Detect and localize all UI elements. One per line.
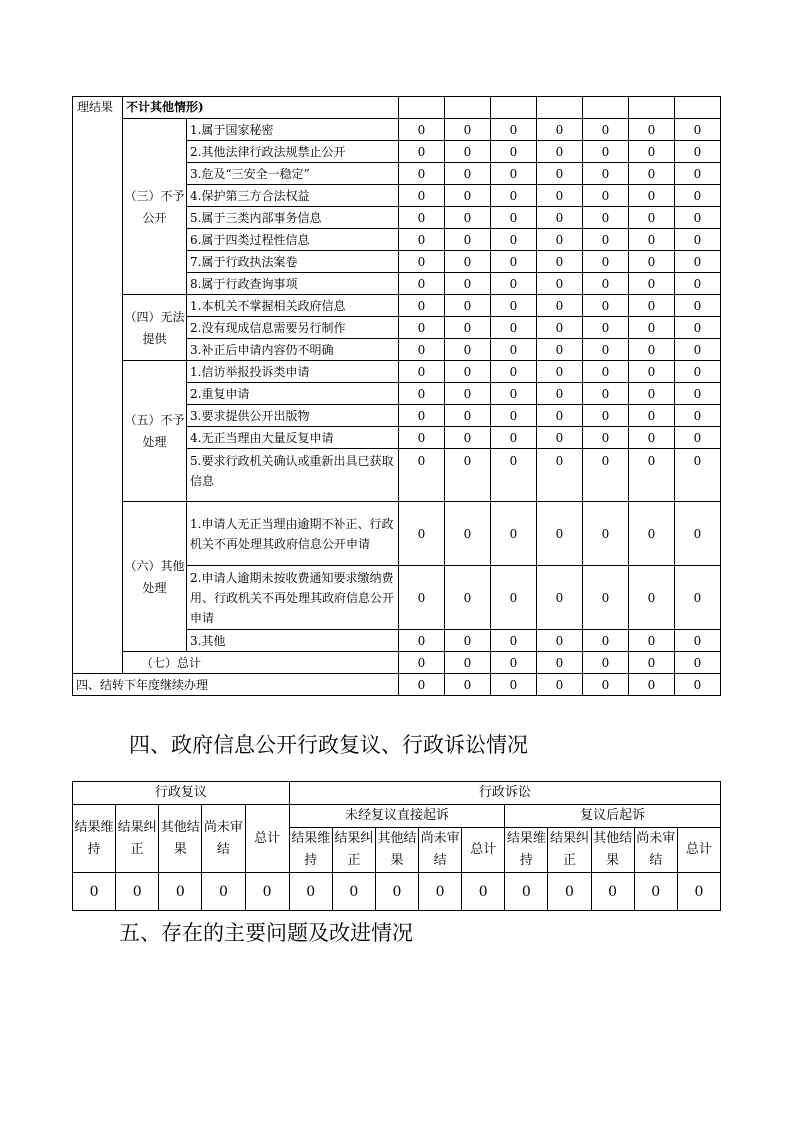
- table-cell: 0: [583, 383, 629, 405]
- column-header: 尚未审结: [634, 828, 677, 873]
- table-cell: 0: [445, 652, 491, 674]
- table-cell: 0: [491, 427, 537, 449]
- table-cell: [675, 97, 721, 119]
- table-cell: 0: [491, 361, 537, 383]
- table-cell: 0: [583, 163, 629, 185]
- table-cell: 0: [675, 207, 721, 229]
- table-cell: 0: [375, 873, 418, 911]
- row-label: 四、结转下年度继续办理: [73, 674, 399, 696]
- table-cell: 0: [399, 674, 445, 696]
- table-cell: 0: [629, 502, 675, 566]
- table-cell: 0: [73, 873, 116, 911]
- table-cell: 0: [445, 449, 491, 502]
- table-cell: 0: [399, 502, 445, 566]
- table-cell: 0: [675, 119, 721, 141]
- column-header: 总计: [245, 805, 289, 873]
- table-cell: 0: [445, 405, 491, 427]
- table-cell: 0: [583, 273, 629, 295]
- row-label: 3.要求提供公开出版物: [187, 405, 399, 427]
- table-cell: 0: [537, 630, 583, 652]
- table-cell: 0: [583, 141, 629, 163]
- table-cell: 0: [537, 119, 583, 141]
- table-cell: 0: [629, 317, 675, 339]
- category-label: （五）不予处理: [123, 361, 187, 502]
- table-cell: 0: [548, 873, 591, 911]
- table-cell: 0: [537, 317, 583, 339]
- row-label: 2.其他法律行政法规禁止公开: [187, 141, 399, 163]
- table-cell: 0: [491, 229, 537, 251]
- table-cell: 0: [491, 185, 537, 207]
- table-cell: 0: [445, 674, 491, 696]
- table-cell: 0: [445, 383, 491, 405]
- table-cell: [537, 97, 583, 119]
- table-cell: 0: [445, 361, 491, 383]
- table-cell: 0: [675, 405, 721, 427]
- table-cell: 0: [399, 566, 445, 630]
- after-review-header: 复议后起诉: [505, 805, 721, 828]
- table-cell: 0: [675, 630, 721, 652]
- table-cell: 0: [629, 141, 675, 163]
- row-label: 1.本机关不掌握相关政府信息: [187, 295, 399, 317]
- table-cell: 0: [583, 405, 629, 427]
- table-cell: 0: [491, 674, 537, 696]
- table-cell: 0: [399, 251, 445, 273]
- table-cell: 0: [445, 229, 491, 251]
- column-header: 其他结果: [591, 828, 634, 873]
- row-label: 不计其他情形): [123, 97, 399, 119]
- table-cell: 0: [399, 317, 445, 339]
- table-cell: 0: [537, 405, 583, 427]
- table-cell: 0: [675, 141, 721, 163]
- table-cell: 0: [399, 163, 445, 185]
- column-header: 其他结果: [159, 805, 202, 873]
- table-row: [73, 361, 721, 383]
- table-cell: 0: [491, 566, 537, 630]
- table-cell: 0: [399, 630, 445, 652]
- table-cell: 0: [583, 119, 629, 141]
- row-label: 1.申请人无正当理由逾期不补正、行政机关不再处理其政府信息公开申请: [187, 502, 399, 566]
- table-cell: 0: [583, 207, 629, 229]
- table-cell: 0: [629, 383, 675, 405]
- table-cell: 0: [491, 383, 537, 405]
- row-label: 2.重复申请: [187, 383, 399, 405]
- table-cell: 0: [491, 119, 537, 141]
- table-cell: 0: [675, 383, 721, 405]
- row-label: 8.属于行政查询事项: [187, 273, 399, 295]
- table-cell: 0: [399, 449, 445, 502]
- table-cell: 0: [583, 185, 629, 207]
- table-cell: 0: [491, 163, 537, 185]
- table-cell: 0: [583, 427, 629, 449]
- table-cell: 0: [202, 873, 245, 911]
- table-cell: 0: [537, 674, 583, 696]
- table-cell: 0: [491, 251, 537, 273]
- table-cell: 0: [445, 339, 491, 361]
- category-label: （三）不予公开: [123, 119, 187, 295]
- table-cell: 0: [445, 141, 491, 163]
- table-cell: 0: [537, 427, 583, 449]
- table-cell: 0: [583, 317, 629, 339]
- column-header: 尚未审结: [419, 828, 462, 873]
- table-cell: 0: [491, 317, 537, 339]
- table-cell: 0: [583, 502, 629, 566]
- table-cell: 0: [537, 652, 583, 674]
- table-cell: 0: [629, 361, 675, 383]
- table-cell: 0: [629, 273, 675, 295]
- row-label: 3.其他: [187, 630, 399, 652]
- table-cell: 0: [629, 652, 675, 674]
- review-header: 行政复议: [73, 782, 290, 805]
- row-label: 7.属于行政执法案卷: [187, 251, 399, 273]
- table-cell: 0: [491, 630, 537, 652]
- table-cell: 0: [289, 873, 332, 911]
- table-cell: 0: [491, 141, 537, 163]
- category-label: （六）其他处理: [123, 502, 187, 652]
- table-cell: 0: [629, 295, 675, 317]
- column-header: 总计: [462, 828, 505, 873]
- table-cell: 0: [675, 339, 721, 361]
- table-cell: 0: [537, 185, 583, 207]
- table-cell: [399, 97, 445, 119]
- table-cell: 0: [675, 502, 721, 566]
- row-label: 1.属于国家秘密: [187, 119, 399, 141]
- table-cell: 0: [675, 273, 721, 295]
- table-cell: 0: [399, 229, 445, 251]
- table-cell: 0: [537, 229, 583, 251]
- table-cell: 0: [583, 361, 629, 383]
- table-cell: 0: [419, 873, 462, 911]
- table-cell: 0: [537, 295, 583, 317]
- table-cell: 0: [629, 163, 675, 185]
- category-label: （四）无法提供: [123, 295, 187, 361]
- disposition-results-table: [72, 96, 721, 696]
- row-label: 3.补正后申请内容仍不明确: [187, 339, 399, 361]
- row-label: 2.没有现成信息需要另行制作: [187, 317, 399, 339]
- table-cell: 0: [583, 674, 629, 696]
- table-cell: 0: [445, 163, 491, 185]
- table-cell: 0: [399, 405, 445, 427]
- table-cell: 0: [491, 295, 537, 317]
- table-cell: 0: [399, 185, 445, 207]
- column-header: 结果维持: [505, 828, 548, 873]
- table-cell: 0: [491, 273, 537, 295]
- table-cell: 0: [583, 339, 629, 361]
- table-cell: 0: [445, 427, 491, 449]
- table-cell: 0: [629, 449, 675, 502]
- table-cell: 0: [491, 339, 537, 361]
- row-label: 1.信访举报投诉类申请: [187, 361, 399, 383]
- row-label: 4.无正当理由大量反复申请: [187, 427, 399, 449]
- table-cell: 0: [675, 427, 721, 449]
- table-cell: 0: [675, 251, 721, 273]
- table-row: [73, 502, 721, 566]
- table-row: [73, 295, 721, 317]
- table-cell: 0: [675, 652, 721, 674]
- table-cell: 0: [462, 873, 505, 911]
- table-cell: 0: [445, 566, 491, 630]
- table-row: [73, 674, 721, 696]
- row-label: （七）总计: [123, 652, 399, 674]
- table-cell: 0: [583, 295, 629, 317]
- table-cell: 0: [537, 361, 583, 383]
- table-cell: 0: [629, 207, 675, 229]
- table-cell: 0: [399, 427, 445, 449]
- table-cell: 0: [116, 873, 159, 911]
- table-cell: 0: [399, 339, 445, 361]
- table-cell: 0: [675, 163, 721, 185]
- table-cell: 0: [399, 141, 445, 163]
- table-cell: 0: [445, 317, 491, 339]
- table-cell: 0: [675, 185, 721, 207]
- table-cell: 0: [491, 405, 537, 427]
- column-header: 尚未审结: [202, 805, 245, 873]
- table-cell: [583, 97, 629, 119]
- table-cell: 0: [675, 229, 721, 251]
- table-cell: 0: [583, 566, 629, 630]
- table-cell: 0: [159, 873, 202, 911]
- row-label: 2.申请人逾期未按收费通知要求缴纳费用、行政机关不再处理其政府信息公开申请: [187, 566, 399, 630]
- table-cell: 0: [675, 317, 721, 339]
- table-cell: 0: [629, 251, 675, 273]
- table-cell: 0: [591, 873, 634, 911]
- table-row: [73, 782, 721, 805]
- table-cell: 0: [537, 339, 583, 361]
- table-cell: 0: [399, 361, 445, 383]
- table-cell: 0: [583, 251, 629, 273]
- table-cell: 0: [629, 229, 675, 251]
- table-cell: 0: [445, 251, 491, 273]
- column-header: 结果纠正: [548, 828, 591, 873]
- table-cell: 0: [537, 502, 583, 566]
- table-cell: 0: [675, 449, 721, 502]
- table-cell: 0: [675, 566, 721, 630]
- row-label: 5.属于三类内部事务信息: [187, 207, 399, 229]
- table-row: [73, 873, 721, 911]
- table-cell: 0: [629, 674, 675, 696]
- table-cell: 0: [537, 273, 583, 295]
- table-cell: [445, 97, 491, 119]
- litigation-header: 行政诉讼: [289, 782, 720, 805]
- table-cell: 0: [245, 873, 289, 911]
- table-cell: 0: [445, 273, 491, 295]
- table-cell: 0: [537, 566, 583, 630]
- table-row: [73, 119, 721, 141]
- row-label: 6.属于四类过程性信息: [187, 229, 399, 251]
- table-cell: 0: [629, 339, 675, 361]
- table-cell: 0: [537, 163, 583, 185]
- table-cell: 0: [491, 207, 537, 229]
- row-label: 5.要求行政机关确认或重新出具已获取信息: [187, 449, 399, 502]
- section-heading: 五、存在的主要问题及改进情况: [119, 921, 413, 945]
- column-header: 结果纠正: [332, 828, 375, 873]
- table-cell: 0: [583, 630, 629, 652]
- processing-result-label: 理结果: [73, 97, 123, 674]
- table-cell: 0: [399, 119, 445, 141]
- row-label: 3.危及“三安全一稳定”: [187, 163, 399, 185]
- review-litigation-table: [72, 781, 721, 911]
- table-cell: 0: [629, 427, 675, 449]
- table-cell: 0: [677, 873, 720, 911]
- column-header: 总计: [677, 828, 720, 873]
- table-cell: 0: [445, 295, 491, 317]
- table-cell: 0: [629, 185, 675, 207]
- table-cell: 0: [491, 652, 537, 674]
- table-cell: 0: [505, 873, 548, 911]
- table-cell: 0: [583, 229, 629, 251]
- table-cell: 0: [537, 141, 583, 163]
- table-cell: 0: [399, 652, 445, 674]
- table-row: [73, 97, 721, 119]
- table-cell: 0: [629, 405, 675, 427]
- table-cell: 0: [445, 502, 491, 566]
- table-cell: 0: [399, 295, 445, 317]
- table-cell: 0: [491, 449, 537, 502]
- table-cell: [629, 97, 675, 119]
- table-cell: 0: [332, 873, 375, 911]
- column-header: 结果维持: [289, 828, 332, 873]
- table-cell: 0: [445, 185, 491, 207]
- table-cell: [491, 97, 537, 119]
- table-cell: 0: [537, 251, 583, 273]
- table-cell: 0: [634, 873, 677, 911]
- section-heading: 四、政府信息公开行政复议、行政诉讼情况: [129, 733, 528, 757]
- table-cell: 0: [491, 502, 537, 566]
- table-cell: 0: [445, 207, 491, 229]
- row-label: 4.保护第三方合法权益: [187, 185, 399, 207]
- table-cell: 0: [445, 630, 491, 652]
- table-cell: 0: [445, 119, 491, 141]
- table-row: [73, 652, 721, 674]
- table-cell: 0: [629, 566, 675, 630]
- table-cell: 0: [399, 207, 445, 229]
- table-cell: 0: [399, 273, 445, 295]
- table-cell: 0: [583, 449, 629, 502]
- table-cell: 0: [537, 207, 583, 229]
- table-cell: 0: [537, 449, 583, 502]
- table-row: [73, 805, 721, 828]
- table-cell: 0: [629, 630, 675, 652]
- direct-litigation-header: 未经复议直接起诉: [289, 805, 505, 828]
- table-cell: 0: [675, 674, 721, 696]
- column-header: 结果维持: [73, 805, 116, 873]
- column-header: 其他结果: [375, 828, 418, 873]
- table-cell: 0: [675, 295, 721, 317]
- column-header: 结果纠正: [116, 805, 159, 873]
- table-cell: 0: [399, 383, 445, 405]
- table-cell: 0: [675, 361, 721, 383]
- table-cell: 0: [583, 652, 629, 674]
- table-cell: 0: [537, 383, 583, 405]
- table-cell: 0: [629, 119, 675, 141]
